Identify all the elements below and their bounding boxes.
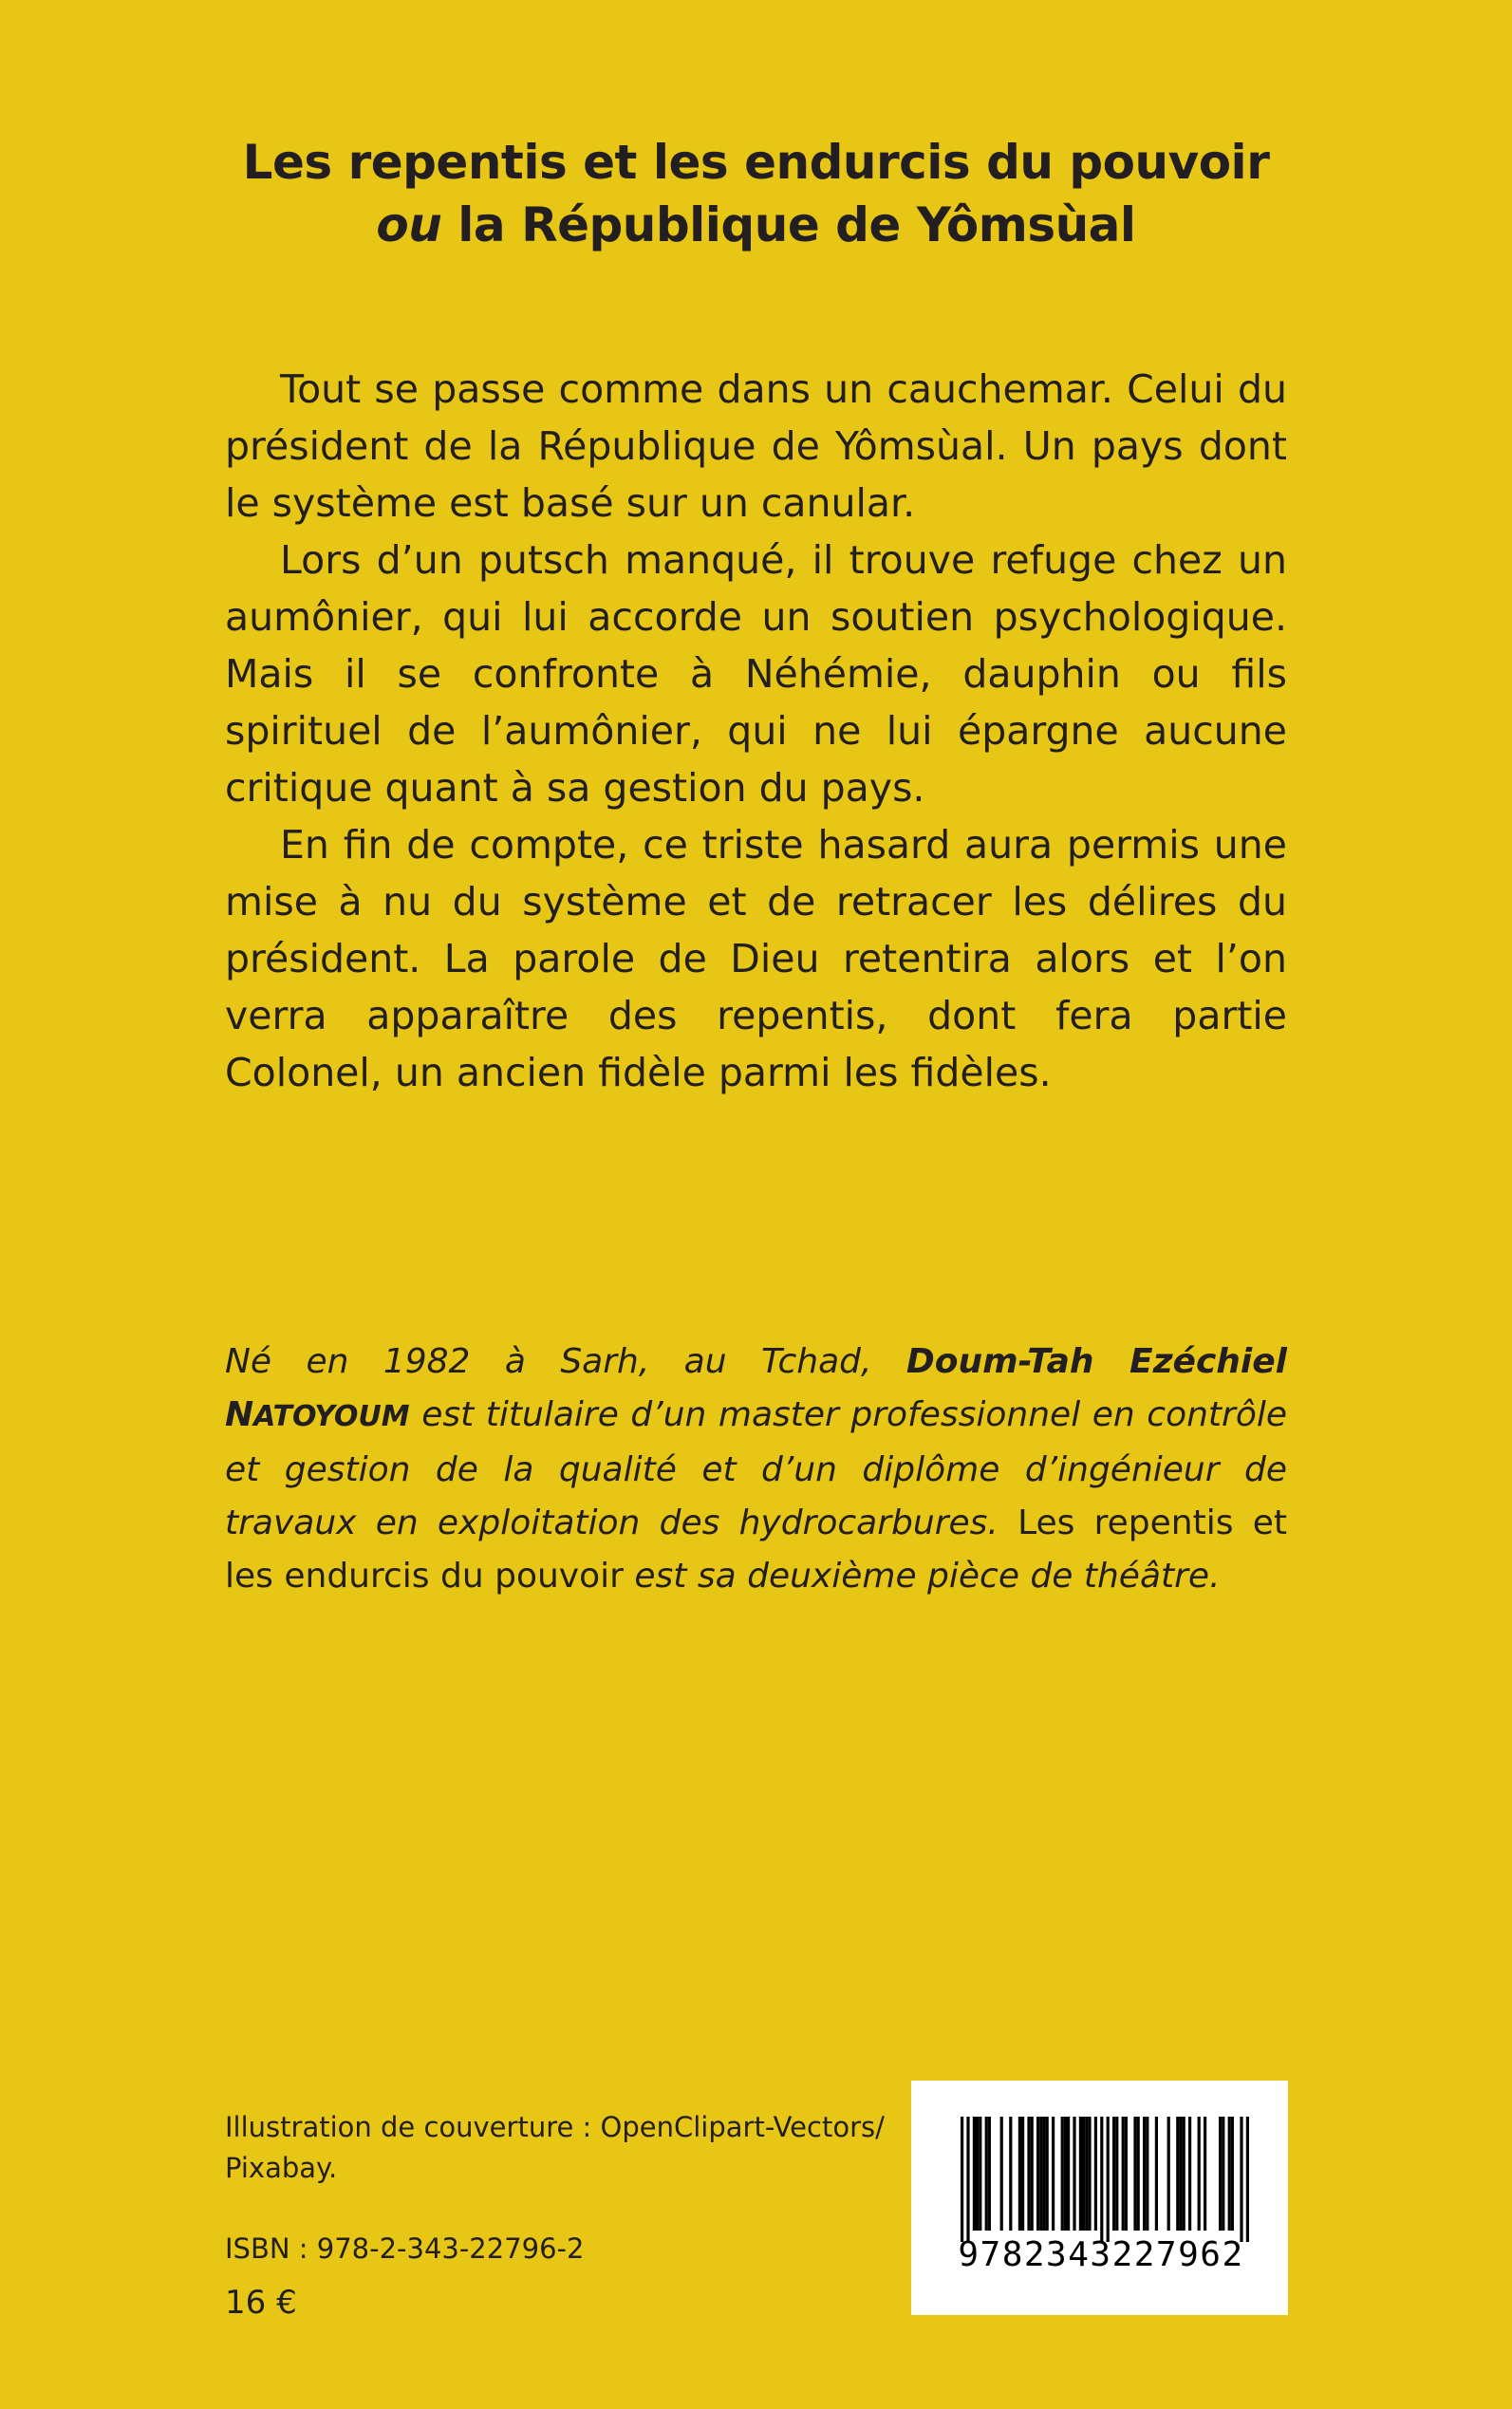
bio-text-2: est sa deuxième pièce de théâtre. — [634, 1557, 1221, 1596]
barcode-bar — [1064, 2117, 1067, 2231]
barcode-bar — [1018, 2117, 1021, 2231]
barcode-bar — [966, 2117, 969, 2242]
title-ou: ou — [376, 197, 442, 252]
barcode-bar — [1122, 2117, 1125, 2231]
barcode-bar — [1031, 2117, 1034, 2231]
title-line-2 — [0, 194, 1512, 256]
barcode-bar — [1219, 2117, 1222, 2231]
barcode-bar — [1231, 2117, 1234, 2231]
bio-intro: Né en 1982 à Sarh, au Tchad, — [225, 1342, 906, 1381]
summary-paragraph: Tout se passe comme dans un cauchemar. Celui du président de la République de Yômsùal. Un pays dont le système est basé sur un canular. — [225, 366, 1287, 526]
title-line-1: Les repentis et les endurcis du pouvoir — [242, 135, 1270, 190]
barcode-bar — [1125, 2117, 1128, 2231]
barcode-bar — [1042, 2117, 1045, 2231]
book-title — [0, 131, 1512, 256]
barcode-bar — [1115, 2117, 1118, 2231]
author-last-initial: N — [225, 1395, 254, 1434]
barcode-bar — [1107, 2117, 1110, 2242]
barcode-bar — [1079, 2117, 1082, 2231]
bio-book-title: Les repentis et les endurcis du pouvoir — [225, 1503, 1287, 1596]
barcode-bar — [1100, 2117, 1103, 2242]
barcode-bar — [961, 2117, 963, 2242]
barcode-bar — [1009, 2117, 1012, 2231]
barcode-bar — [1137, 2117, 1140, 2231]
barcode-bar — [1240, 2117, 1242, 2242]
barcode-bar — [1039, 2117, 1042, 2231]
barcode-bar — [988, 2117, 991, 2231]
barcode-bar — [1094, 2117, 1097, 2231]
barcode-bar — [1000, 2117, 1003, 2231]
barcode-bar — [1188, 2117, 1191, 2231]
barcode-bars — [932, 2117, 1270, 2242]
barcode-bar — [985, 2117, 988, 2231]
barcode — [911, 2081, 1288, 2315]
barcode-bar — [1088, 2117, 1091, 2231]
barcode-bar — [979, 2117, 981, 2231]
barcode-bar — [1036, 2117, 1039, 2231]
barcode-bar — [1143, 2117, 1146, 2231]
barcode-bar — [1155, 2117, 1158, 2231]
barcode-bar — [1112, 2117, 1115, 2231]
bio-text-1: est titulaire d’un master professionnel en contrôle et gestion de la qualité et d’un diplôme d’ingénieur de travaux en exploitation des hydrocarbures. — [225, 1395, 1287, 1542]
author-first-name: Doum-Tah Ezéchiel — [905, 1342, 1288, 1381]
barcode-bar — [1046, 2117, 1049, 2231]
barcode-bar — [976, 2117, 979, 2231]
summary-paragraph: En fin de compte, ce triste hasard aura permis une mise à nu du système et de retracer les délires du président. La parole de Dieu retentira alors et l’on verra apparaître des repentis, dont fera partie Colonel, un ancien fidèle parmi les fidèles. — [225, 822, 1287, 1095]
isbn: ISBN : 978-2-343-22796-2 — [225, 2232, 585, 2265]
barcode-bar — [1085, 2117, 1088, 2231]
book-summary — [225, 361, 1287, 1101]
barcode-bar — [1228, 2117, 1231, 2231]
barcode-bar — [1073, 2117, 1075, 2231]
barcode-bar — [1183, 2117, 1185, 2231]
barcode-digits: 9782343227962 — [958, 2235, 1244, 2274]
barcode-bar — [1061, 2117, 1064, 2231]
price: 16 € — [225, 2284, 297, 2322]
barcode-bar — [973, 2117, 976, 2231]
barcode-bar — [1067, 2117, 1070, 2231]
author-last-name-rest: ATOYOUM — [253, 1400, 410, 1433]
barcode-bar — [1246, 2117, 1249, 2242]
barcode-bar — [1204, 2117, 1206, 2231]
barcode-bar — [1052, 2117, 1055, 2231]
barcode-bar — [1198, 2117, 1201, 2231]
barcode-bar — [1027, 2117, 1030, 2231]
barcode-bar — [1222, 2117, 1224, 2231]
title-line-2-rest: la République de Yômsùal — [441, 197, 1136, 252]
author-bio — [225, 1335, 1287, 1603]
barcode-bar — [1146, 2117, 1148, 2231]
barcode-bar — [1021, 2117, 1024, 2231]
barcode-bar — [1167, 2117, 1170, 2231]
illustration-credit: Illustration de couverture : OpenClipart-Vectors/ Pixabay. — [225, 2111, 885, 2184]
barcode-bar — [1133, 2117, 1136, 2231]
barcode-bar — [1179, 2117, 1182, 2231]
summary-paragraph: Lors d’un putsch manqué, il trouve refuge chez un aumônier, qui lui accorde un soutien psychologique. Mais il se confronte à Néhémie, dauphin ou fils spirituel de l’aumônier, qui ne lui épargne aucune critique quant à sa gestion du pays. — [225, 537, 1287, 811]
barcode-bar — [1176, 2117, 1179, 2231]
barcode-bar — [1082, 2117, 1085, 2231]
